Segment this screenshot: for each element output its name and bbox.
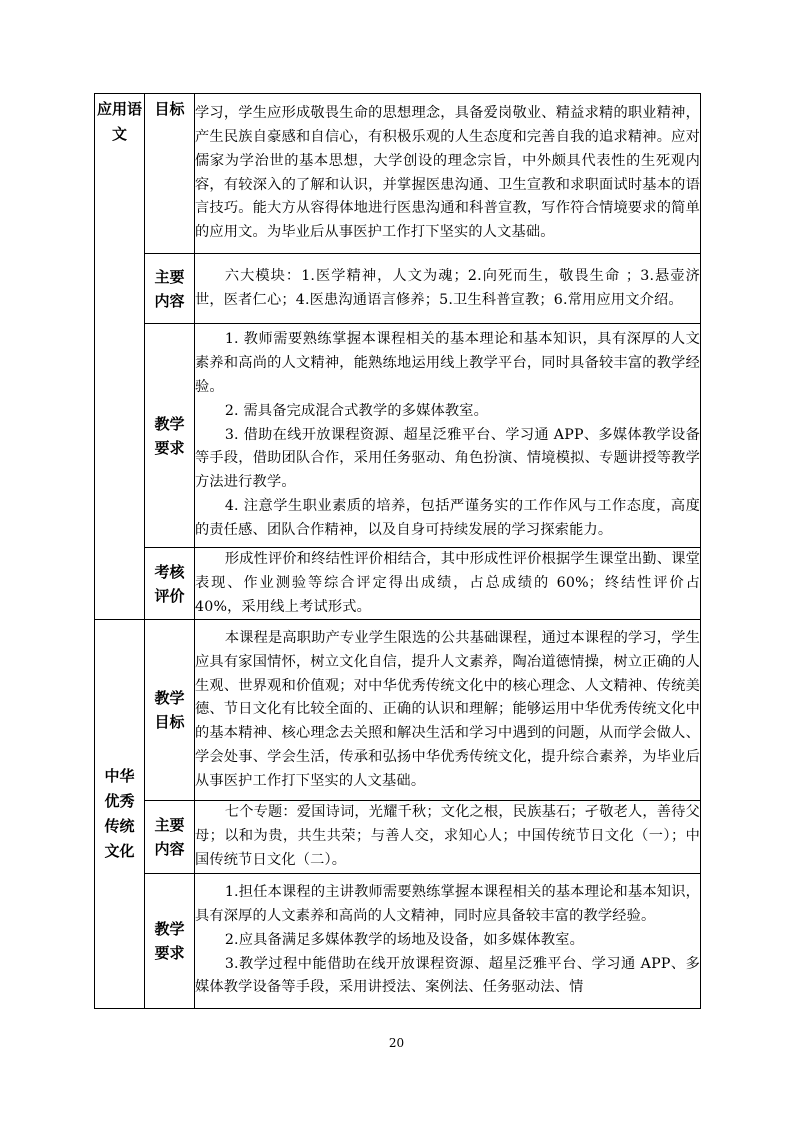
course2-requirements-label-cell [145,873,195,1008]
course1-goal-content [195,94,701,254]
course2-content-row [95,801,701,873]
course1-name-cell [95,94,145,620]
course1-requirement-item: 4. 注意学生职业素质的培养，包括严谨务实的工作作风与工作态度，高度的责任感、团队合作精神，以及自身可持续发展的学习探索能力。 [195,497,700,538]
curriculum-table [94,93,701,1009]
course2-requirements-content [195,873,701,1008]
course1-assessment-content [195,548,701,620]
course1-content-text: 六大模块：1.医学精神，人文为魂；2.向死而生，敬畏生命 ；3.悬壶济世，医者仁心；4.医患沟通语言修养；5.卫生科普宣教；6.常用应用文介绍。 [195,267,700,308]
course1-requirements-label: 教学要求 [154,414,185,457]
course1-requirement-item: 2. 需具备完成混合式教学的多媒体教室。 [224,402,489,419]
course1-goal-row [95,94,701,254]
course1-assessment-row [95,548,701,620]
course2-requirement-item: 1.担任本课程的主讲教师需要熟练掌握本课程相关的基本理论和基本知识，具有深厚的人文素养和高尚的人文精神，同时应具备较丰富的教学经验。 [195,884,700,925]
course1-goal-label-cell [145,94,195,254]
course2-requirement-item: 2.应具备满足多媒体教学的场地及设备，如多媒体教室。 [224,931,585,948]
course1-requirement-item: 1. 教师需要熟练掌握本课程相关的基本理论和基本知识，具有深厚的人文素养和高尚的人文精神，能熟练地运用线上教学平台，同时具备较丰富的教学经验。 [195,331,700,395]
course1-assessment-label: 考核评价 [154,562,185,605]
course1-assessment-label-cell [145,548,195,620]
course1-content-row [95,254,701,324]
course2-goal-label: 教学目标 [154,689,185,732]
page-number: 20 [388,1036,405,1050]
course2-content-content [195,801,701,873]
course2-name: 中华优秀传统文化 [104,767,135,861]
course1-goal-text: 学习，学生应形成敬畏生命的思想理念，具备爱岗敬业、精益求精的职业精神，产生民族自豪感和自信心，有积极乐观的人生态度和完善自我的追求精神。应对儒家为学治世的基本思想，大学创设的理念宗旨，中外颇具代表性的生死观内容，有较深入的了解和认识，并掌握医患沟通、卫生宣教和求职面试时基本的语言技巧。能大方从容得体地进行医患沟通和科普宣教，写作符合情境要求的简单的应用文。为毕业后从事医护工作打下坚实的人文基础。 [195,105,700,241]
course2-requirements-label: 教学要求 [154,919,185,962]
course2-goal-content [195,620,701,801]
course2-requirements-row [95,873,701,1008]
course2-content-text: 七个专题：爱国诗词，光耀千秋；文化之根，民族基石；孑敬老人，善待父母；以和为贵，共生共荣；与善人交，求知心人；中国传统节日文化（一）；中国传统节日文化（二）。 [195,804,700,868]
course1-content-content [195,254,701,324]
course1-goal-label: 目标 [154,100,185,118]
course1-requirements-row [95,324,701,548]
course1-content-label-cell [145,254,195,324]
course2-goal-row [95,620,701,801]
course2-goal-text: 本课程是高职助产专业学生限选的公共基础课程，通过本课程的学习，学生应具有家国情怀，树立文化自信，提升人文素养，陶冶道德情操，树立正确的人生观、世界观和价值观；对中华优秀传统文化中的核心理念、人文精神、传统美德、节日文化有比较全面的、正确的认识和理解；能够运用中华优秀传统文化中的基本精神、核心理念去关照和解决生活和学习中遇到的问题，从而学会做人、学会处事、学会生活，传承和弘扬中华优秀传统文化，提升综合素养，为毕业后从事医护工作打下坚实的人文基础。 [195,630,700,789]
course1-requirement-item: 3. 借助在线开放课程资源、超星泛雅平台、学习通 APP、多媒体教学设备等手段，借助团队合作，采用任务驱动、角色扮演、情境模拟、专题讲授等教学方法进行教学。 [195,426,700,491]
course2-content-label-cell [145,801,195,873]
course1-assessment-text: 形成性评价和终结性评价相结合，其中形成性评价根据学生课堂出勤、课堂表现、作业测验等综合评定得出成绩，占总成绩的 60%；终结性评价占 40%，采用线上考试形式。 [195,551,700,615]
course2-requirement-item: 3.教学过程中能借助在线开放课程资源、超星泛雅平台、学习通 APP、多媒体教学设备等手段，采用讲授法、案例法、任务驱动法、情 [195,955,700,996]
course1-requirements-label-cell [145,324,195,548]
course2-name-cell [95,620,145,1008]
course1-name: 应用语文 [96,100,142,143]
course2-goal-label-cell [145,620,195,801]
course1-requirements-content [195,324,701,548]
course2-content-label: 主要内容 [154,816,185,859]
course1-content-label: 主要内容 [154,267,185,310]
